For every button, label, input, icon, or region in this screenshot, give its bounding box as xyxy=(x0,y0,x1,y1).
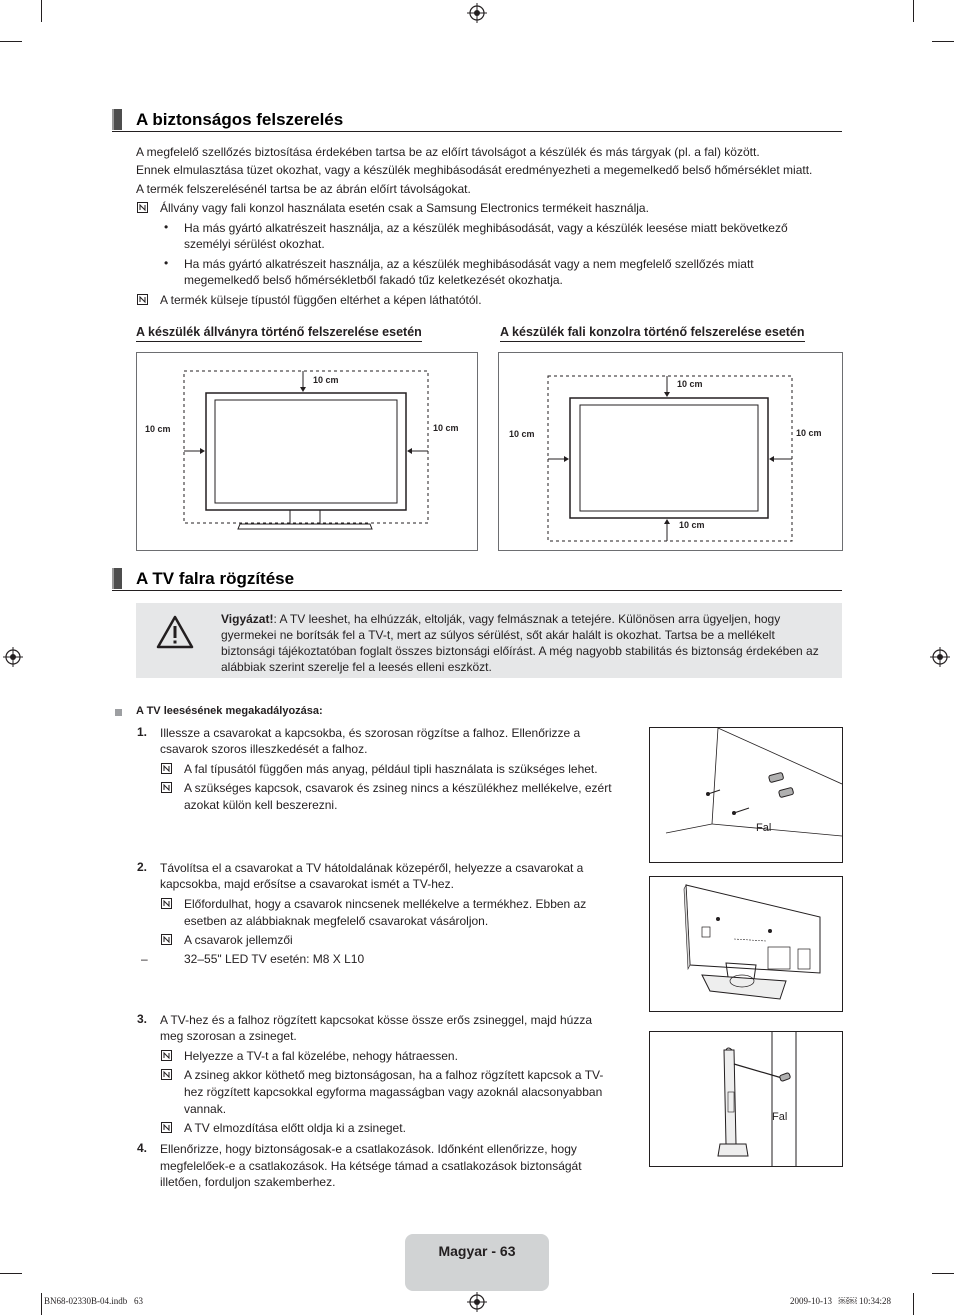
note-text: esetben az alábbiaknak megfelelő csavarokat vásároljon. xyxy=(184,914,489,928)
wall-label: Fal xyxy=(772,1111,788,1123)
crop-mark xyxy=(41,0,42,22)
wall-label: Fal xyxy=(756,822,772,834)
step-text: meg szorosan a zsineget. xyxy=(160,1029,297,1043)
stand-diagram xyxy=(136,352,478,551)
note-n-icon xyxy=(161,763,172,774)
note-n-icon xyxy=(161,1069,172,1080)
caution-line: biztonsági tájékoztatóban foglalt összes biztonsági előírást. A még nagyobb stabilitás és biztonság érdekében az xyxy=(221,644,819,658)
registration-mark-icon xyxy=(3,647,23,667)
wall-heading: A készülék fali konzolra történő felszerelése esetén xyxy=(500,325,805,342)
page-tab xyxy=(405,1234,549,1291)
paragraph: A termék felszerelésénél tartsa be az ábrán előírt távolságokat. xyxy=(136,182,471,196)
section-marker xyxy=(112,568,122,589)
note-text: Helyezze a TV-t a fal közelébe, nehogy hátraessen. xyxy=(184,1049,458,1063)
crop-mark xyxy=(913,1293,914,1315)
wall-diagram xyxy=(498,352,843,551)
registration-mark-icon xyxy=(467,1292,487,1312)
step-text: megfelelőek-e a csatlakozások. Ha kétsége támad a csatlakozások biztonságát xyxy=(160,1159,582,1173)
step-number: 2. xyxy=(137,860,148,874)
subsection-heading: A TV leesésének megakadályozása: xyxy=(136,705,323,717)
step-text: Ellenőrizze, hogy biztonságosak-e a csatlakozások. Időnként ellenőrizze, hogy xyxy=(160,1142,577,1156)
illustration-tv-back xyxy=(649,876,843,1012)
registration-mark-icon xyxy=(930,647,950,667)
caution-line xyxy=(221,611,780,627)
stand-heading: A készülék állványra történő felszerelése esetén xyxy=(136,325,422,342)
crop-mark xyxy=(0,1273,22,1274)
note-text: Állvány vagy fali konzol használata esetén csak a Samsung Electronics termékeit használja. xyxy=(160,201,649,215)
step-text: kapcsokba, majd erősítse a csavarokat ismét a TV-hez. xyxy=(160,877,454,891)
caution-text: : A TV leeshet, ha elhúzzák, eltolják, vagy felmásznak a tetejére. Különösen arra ügyeljen, hogy xyxy=(273,612,781,626)
dash: – xyxy=(141,952,148,966)
note-text: A szükséges kapcsok, csavarok és zsineg nincs a készülékhez mellékelve, ezért xyxy=(184,781,612,795)
bullet-text: személyi sérülést okozhat. xyxy=(184,237,325,251)
note-text: A zsineg akkor köthető meg biztonságosan, ha a falhoz rögzített kapcsok a TV- xyxy=(184,1068,604,1082)
step-number: 3. xyxy=(137,1012,148,1026)
note-text: A termék külseje típustól függően eltérhet a képen láthatótól. xyxy=(160,293,482,307)
distance-label: 10 cm xyxy=(313,375,339,385)
bullet: • xyxy=(164,220,169,234)
note-text: A fal típusától függően más anyag, például tipli használata is szükséges lehet. xyxy=(184,762,598,776)
step-text: Illessze a csavarokat a kapcsokba, és szorosan rögzítse a falhoz. Ellenőrizze a xyxy=(160,726,581,740)
section-marker xyxy=(112,109,122,130)
print-date: 2009-10-13 ￼￼ 10:34:28 xyxy=(790,1296,891,1306)
section-rule xyxy=(112,131,842,132)
paragraph: A megfelelő szellőzés biztosítása érdekében tartsa be az előírt távolságot a készülék és más tárgyak (pl. a fal) között. xyxy=(136,145,760,159)
step-text: illetően, forduljon szakemberhez. xyxy=(160,1175,336,1189)
bullet: • xyxy=(164,256,169,270)
distance-label: 10 cm xyxy=(509,429,535,439)
note-text: A TV elmozdítása előtt oldja ki a zsineget. xyxy=(184,1121,406,1135)
distance-label: 10 cm xyxy=(796,428,822,438)
illustration-wall-brackets xyxy=(649,727,843,863)
crop-mark xyxy=(932,41,954,42)
note-n-icon xyxy=(137,202,148,213)
file-info: BN68-02330B-04.indb 63 xyxy=(44,1296,143,1306)
caution-label: Vigyázat! xyxy=(221,612,274,626)
crop-mark xyxy=(913,0,914,22)
note-text: vannak. xyxy=(184,1102,227,1116)
caution-line: alábbiak szerint szerelje fel a leesés elleni eszközt. xyxy=(221,660,492,674)
step-number: 1. xyxy=(137,725,148,739)
crop-mark xyxy=(41,1293,42,1315)
section-rule xyxy=(112,590,842,591)
step-text: Távolítsa el a csavarokat a TV hátoldalának közepéről, helyezze a csavarokat a xyxy=(160,861,584,875)
screw-spec: 32–55" LED TV esetén: M8 X L10 xyxy=(184,952,365,966)
illustration-tv-tied-to-wall xyxy=(649,1031,843,1167)
caution-line: gyermekei ne borítsák fel a TV-t, mert az súlyos sérülést, sőt akár halált is okozhat. Tartsa be a mellékelt xyxy=(221,628,775,642)
bullet-text: Ha más gyártó alkatrészeit használja, az a készülék meghibásodását, vagy a készülék leesése miatt bekövetkező xyxy=(184,221,788,235)
note-n-icon xyxy=(137,294,148,305)
note-text: Előfordulhat, hogy a csavarok nincsenek mellékelve a termékhez. Ebben az xyxy=(184,897,587,911)
crop-mark xyxy=(932,1273,954,1274)
step-text: A TV-hez és a falhoz rögzített kapcsokat kösse össze erős zsineggel, majd húzza xyxy=(160,1013,593,1027)
section-title: A TV falra rögzítése xyxy=(136,569,295,588)
section-title: A biztonságos felszerelés xyxy=(136,110,344,129)
step-number: 4. xyxy=(137,1141,148,1155)
note-text: azokat külön kell beszerezni. xyxy=(184,798,338,812)
distance-label: 10 cm xyxy=(679,520,705,530)
paragraph: Ennek elmulasztása tüzet okozhat, vagy a készülék meghibásodását eredményezheti a megemelkedő belső hőmérséklet miatt. xyxy=(136,163,813,177)
note-n-icon xyxy=(161,898,172,909)
registration-mark-icon xyxy=(467,3,487,23)
square-bullet xyxy=(115,709,122,716)
page-number: Magyar - 63 xyxy=(438,1243,516,1259)
note-text: hez rögzített kapcsokkal egyforma magasságban vagy azoknál alacsonyabban xyxy=(184,1085,603,1099)
bullet-text: megemelkedő belső hőmérsékletből fakadó tűz keletkezését okozhatja. xyxy=(184,273,563,287)
note-n-icon xyxy=(161,934,172,945)
step-text: csavarok szoros illeszkedését a falhoz. xyxy=(160,742,368,756)
distance-label: 10 cm xyxy=(677,379,703,389)
note-n-icon xyxy=(161,1122,172,1133)
note-n-icon xyxy=(161,1050,172,1061)
distance-label: 10 cm xyxy=(145,424,171,434)
crop-mark xyxy=(0,41,22,42)
warning-triangle-icon xyxy=(156,615,194,649)
caution-box xyxy=(136,603,842,678)
distance-label: 10 cm xyxy=(433,423,459,433)
note-text: A csavarok jellemzői xyxy=(184,933,293,947)
note-n-icon xyxy=(161,782,172,793)
bullet-text: Ha más gyártó alkatrészeit használja, az a készülék meghibásodását vagy a nem megfelelő szellőzés miatt xyxy=(184,257,754,271)
